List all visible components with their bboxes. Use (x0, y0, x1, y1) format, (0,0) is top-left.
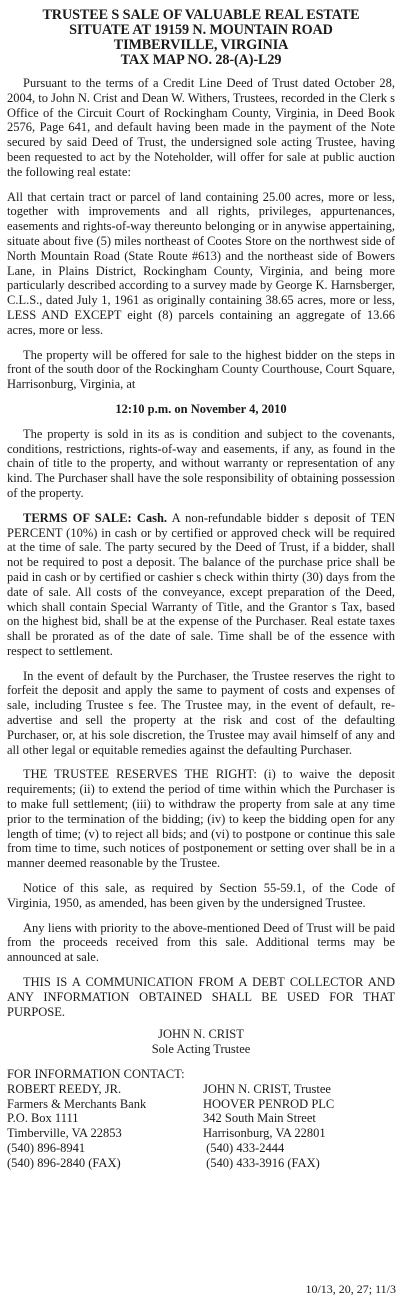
contact-left-line: (540) 896-2840 (FAX) (7, 1155, 121, 1170)
contact-right-line: (540) 433-2444 (203, 1141, 285, 1155)
title-line-3: TIMBERVILLE, VIRGINIA (113, 37, 289, 53)
contact-right-line: 342 South Main Street (203, 1111, 316, 1126)
contact-right-line: JOHN N. CRIST, Trustee (203, 1081, 331, 1096)
contact-left-line: Farmers & Merchants Bank (7, 1096, 147, 1111)
sale-time: 12:10 p.m. on November 4, 2010 (115, 401, 287, 416)
signature-title: Sole Acting Trustee (151, 1042, 251, 1057)
contact-right-line: (540) 433-3916 (FAX) (203, 1155, 320, 1170)
paragraph-trustee-rights: THE TRUSTEE RESERVES THE RIGHT: (i) to waive the deposit requirements; (ii) to extend the period of time within which the Purchaser is to make full settlement; (iii) to withdraw the property from sale at any time prior to the termination of the bidding; (iv) to keep the bidding open for any length of time; (v) to reject all bids; and (vi) to postpone or continue this sale from time to time, such notices of postponement or setting over shall be in a manner deemed reasonable by the Trustee. (7, 767, 395, 871)
paragraph-terms-of-sale (7, 511, 395, 659)
paragraph-notice: Notice of this sale, as required by Section 55-59.1, of the Code of Virginia, 1950, as amended, has been given by the undersigned Trustee. (7, 881, 395, 910)
paragraph-liens: Any liens with priority to the above-mentioned Deed of Trust will be paid from the proceeds received from this sale. Additional terms may be announced at sale. (7, 920, 395, 965)
contact-left-line: Timberville, VA 22853 (7, 1126, 122, 1141)
notice-title (7, 8, 395, 68)
signature-name: JOHN N. CRIST (158, 1027, 244, 1042)
contact-left-line: ROBERT REEDY, JR. (7, 1081, 122, 1096)
paragraph-property-description: All that certain tract or parcel of land containing 25.00 acres, more or less, together with improvements and all rights, privileges, appurtenances, easements and rights-of-way thereunto belonging or in anywise appertaining, situate about five (5) miles northeast of Cootes Store on the northwest side of North Mountain Road (State Route #613) and the northeast side of Bowers Lane, in Plains District, Rockingham County, Virginia, and being more particularly described according to a survey made by George K. Harnsberger, C.L.S., dated July 1, 1961 as originally containing 38.65 acres, more or less, LESS AND EXCEPT eight (8) parcels containing an aggregate of 13.66 acres, more or less. (7, 189, 395, 337)
contact-columns (7, 1082, 395, 1171)
contact-left-line: P.O. Box 1111 (7, 1111, 79, 1126)
title-line-1: TRUSTEE S SALE OF VALUABLE REAL ESTATE (42, 7, 360, 23)
contact-right (203, 1082, 393, 1171)
terms-of-sale-text: A non-refundable bidder s deposit of TEN PERCENT (10%) in cash or by certified or approved check will be required at the time of sale. The party secured by the Deed of Trust, if a bidder, shall not be required to post a deposit. The balance of the purchase price shall be paid in cash or by certified or cashier s check within thirty (30) days from the date of sale. All costs of the conveyance, except preparation of the Deed, which shall contain Special Warranty of Title, and the Grantor s Tax, based on the highest bid, shall be at the expense of the Purchaser. Real estate taxes shall be prorated as of the date of sale. Time shall be of the essence with respect to settlement. (7, 510, 395, 658)
contact-heading: FOR INFORMATION CONTACT: (7, 1067, 185, 1082)
paragraph-default: In the event of default by the Purchaser, the Trustee reserves the right to forfeit the deposit and apply the same to payment of costs and expenses of sale, including Trustee s fee. The Trustee may, in the event of default, re-advertise and sell the property at the risk and cost of the defaulting Purchaser, or, at his sole discretion, the Trustee may avail himself of any and all other legal or equitable remedies against the defaulting Purchaser. (7, 668, 395, 757)
terms-of-sale-label: TERMS OF SALE: Cash. (23, 510, 168, 525)
paragraph-debt-collector: THIS IS A COMMUNICATION FROM A DEBT COLLECTOR AND ANY INFORMATION OBTAINED SHALL BE USED FOR THAT PURPOSE. (7, 975, 395, 1019)
title-line-4: TAX MAP NO. 28-(A)-L29 (120, 52, 282, 68)
contact-right-line: HOOVER PENROD PLC (203, 1096, 335, 1111)
run-dates: 10/13, 20, 27; 11/3 (305, 1282, 396, 1296)
paragraph-sale-location: The property will be offered for sale to the highest bidder on the steps in front of the south door of the Rockingham County Courthouse, Court Square, Harrisonburg, Virginia, at (7, 347, 395, 392)
signature-block (7, 1027, 395, 1057)
paragraph-deed-of-trust: Pursuant to the terms of a Credit Line Deed of Trust dated October 28, 2004, to John N. Crist and Dean W. Withers, Trustees, recorded in the Clerk s Office of the Circuit Court of Rockingham County, Virginia, in Deed Book 2576, Page 641, and default having been made in the payment of the Note secured by said Deed of Trust, the undersigned sole acting Trustee, having been requested to act by the Noteholder, will offer for sale at public auction the following real estate: (7, 76, 395, 179)
title-line-2: SITUATE AT 19159 N. MOUNTAIN ROAD (69, 22, 333, 38)
contact-left (7, 1082, 203, 1171)
contact-right-line: Harrisonburg, VA 22801 (203, 1126, 326, 1141)
contact-left-line: (540) 896-8941 (7, 1141, 86, 1155)
paragraph-as-is: The property is sold in its as is condition and subject to the covenants, conditions, restrictions, rights-of-way and easements, if any, as found in the chain of title to the property, and without warranty or representation of any kind. The Purchaser shall have the sole responsibility of obtaining possession of the property. (7, 426, 395, 500)
